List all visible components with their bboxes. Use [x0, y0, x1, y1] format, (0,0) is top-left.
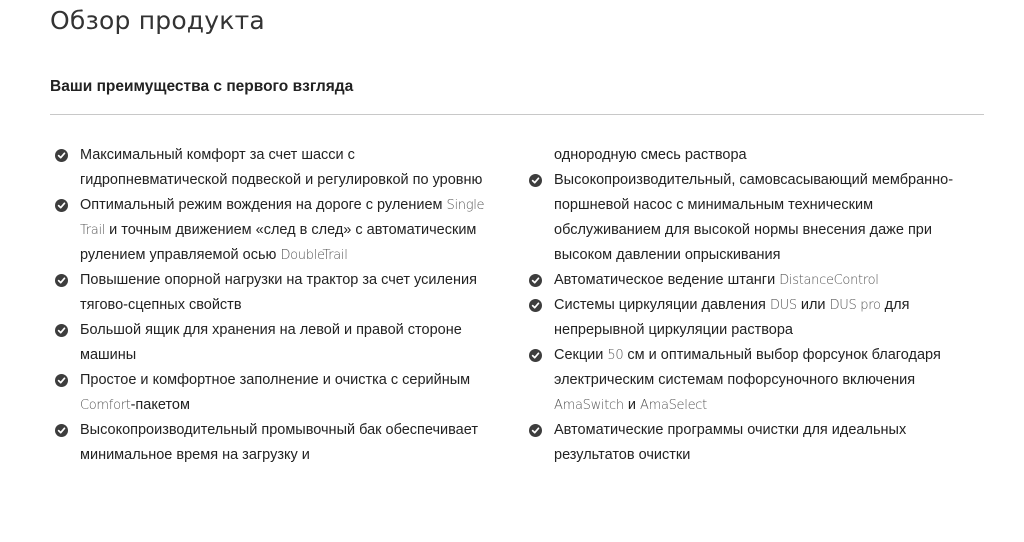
page-title: Обзор продукта — [50, 6, 265, 35]
check-circle-icon — [55, 374, 68, 387]
product-term: AmaSelect — [639, 398, 707, 413]
advantage-text: Секции 50 см и оптимальный выбор форсунок благодаря электрическим системам пофорсуночного включения AmaSwitch и AmaSelect — [554, 347, 941, 413]
check-circle-icon — [55, 424, 68, 437]
advantage-item — [529, 293, 979, 343]
advantage-text: Высокопроизводительный, самовсасывающий мембранно-поршневой насос с минимальным техническим обслуживанием для высокой нормы внесения даже при высоком давлении опрыскивания — [554, 172, 954, 263]
advantage-item — [529, 268, 979, 293]
advantages-list-right — [529, 143, 979, 468]
check-circle-icon — [529, 174, 542, 187]
product-term: Comfort — [80, 398, 131, 413]
advantage-text: Оптимальный режим вождения на дороге с рулением Single Trail и точным движением «след в след» с автоматическим рулением управляемой осью DoubleTrail — [80, 197, 485, 263]
advantage-item — [529, 343, 979, 418]
advantage-item — [55, 368, 485, 418]
advantage-text: Простое и комфортное заполнение и очистка с серийным Comfort-пакетом — [80, 372, 471, 413]
section-divider — [50, 114, 984, 115]
product-term: 50 — [607, 348, 624, 363]
advantage-text: Системы циркуляции давления DUS или DUS pro для непрерывной циркуляции раствора — [554, 297, 910, 338]
advantage-item — [55, 268, 485, 318]
check-circle-icon — [529, 424, 542, 437]
check-circle-icon — [55, 149, 68, 162]
advantage-text: Максимальный комфорт за счет шасси с гидропневматической подвеской и регулировкой по уровню — [80, 147, 483, 188]
advantage-text: Повышение опорной нагрузки на трактор за счет усиления тягово-сцепных свойств — [80, 272, 477, 313]
advantage-item — [55, 143, 485, 193]
advantages-list-left — [55, 143, 485, 468]
advantage-item — [55, 318, 485, 368]
advantage-item — [529, 418, 979, 468]
product-term: DistanceControl — [779, 273, 879, 288]
check-circle-icon — [529, 274, 542, 287]
check-circle-icon — [55, 199, 68, 212]
check-circle-icon — [55, 274, 68, 287]
product-term: DUS pro — [829, 298, 881, 313]
check-circle-icon — [529, 299, 542, 312]
product-term: Single Trail — [80, 198, 485, 238]
advantage-text: Высокопроизводительный промывочный бак обеспечивает минимальное время на загрузку и — [80, 422, 478, 463]
advantage-text: Большой ящик для хранения на левой и правой стороне машины — [80, 322, 462, 363]
advantage-text: Автоматические программы очистки для идеальных результатов очистки — [554, 422, 907, 463]
product-term: AmaSwitch — [554, 398, 624, 413]
product-term: DUS — [769, 298, 797, 313]
product-term: DoubleTrail — [280, 248, 348, 263]
advantage-text: Автоматическое ведение штанги DistanceControl — [554, 272, 879, 288]
advantage-item — [529, 168, 979, 268]
advantage-item — [55, 418, 485, 468]
check-circle-icon — [529, 349, 542, 362]
check-circle-icon — [55, 324, 68, 337]
advantage-item-continuation: однородную смесь раствора — [554, 147, 747, 163]
advantage-item — [55, 193, 485, 268]
section-heading: Ваши преимущества с первого взгляда — [50, 78, 354, 95]
